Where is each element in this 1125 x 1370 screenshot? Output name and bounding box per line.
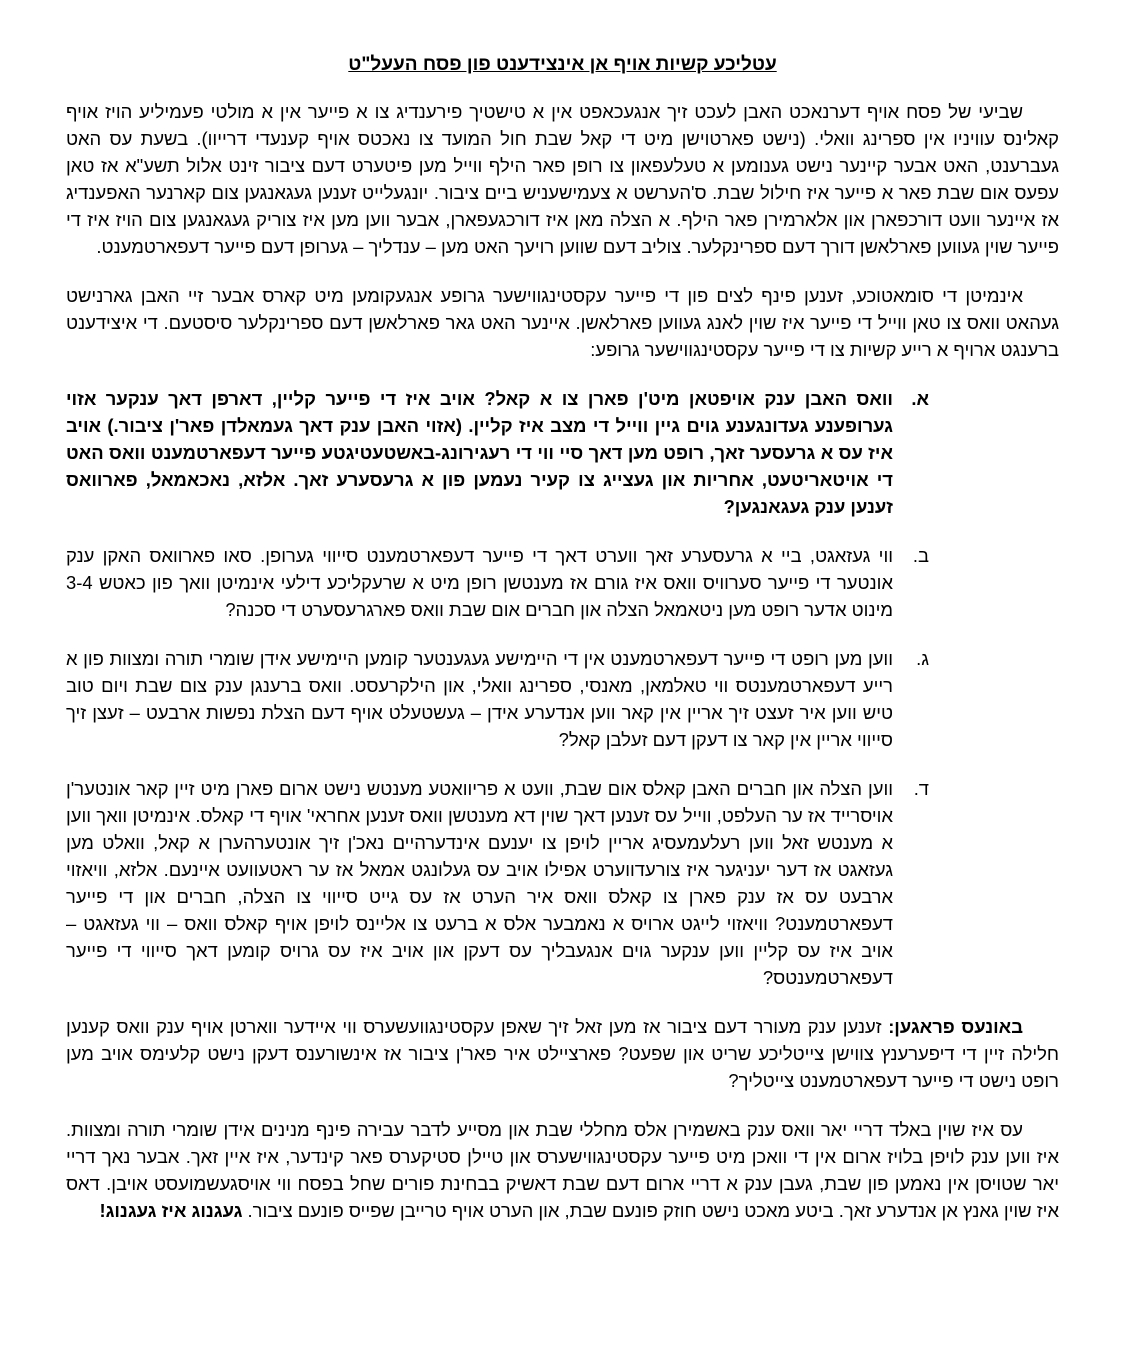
question-text: ווי געזאגט, ביי א גרעסערע זאך ווערט דאך די פייער דעפארטמענט סייווי גערופן. סאו פארוואס האקן ענק אונטער די פייער סערוויס וואס איז גורם אז מענטשן רופן מיט א שרעקליכע דילעי אינמיטן וואך פון כאטש 3-4 מינוט אדער רופט מען ניטאמאל הצלה און חברים אום שבת וואס פארגרעסערט די סכנה? xyxy=(66,545,893,620)
bonus-text: זענען ענק מעורר דעם ציבור אז מען זאל זיך שאפן עקסטינגוועשערס ווי איידער ווארטן אויף ענק וואס קענען חלילה זיין די דיפערענץ צווישן צייטליכע שריט און שפעט? פארציילט איר פאר'ן ציבור אז אינשורענס דעקן נישט קלעימס אויב מען רופט נישט די פייער דעפארטמענט צייטליך? xyxy=(66,1016,1059,1091)
question-item xyxy=(66,775,1059,991)
intro-paragraph-1: שביעי של פסח אויף דערנאכט האבן לעכט זיך אנגעכאפט אין א טישטיך פירענדיג צו א פייער אין א מולטי פעמיליע הויז אויף קאלינס עוויניו אין ספרינג וואלי. (נישט פארטוישן מיט די קאל שבת חול המועד צו נאכטס אויף קענעדי דרייוו). בשעת עס האט געברענט, האט אבער קיינער נישט גענומען א טעלעפאון צו רופן פאר הילף ווייל מען פיטערט דעם ציבור זינט אלול תשע"א אז טאן עפעס אום שבת פאר א פייער איז חילול שבת. ס'הערשט א צעמישעניש ביים ציבור. יונגעלייט זענען געגאנגען צום קארנער האפענדיג אז איינער וועט דורכפארן און אלארמירן פאר הילף. א הצלה מאן איז דורכגעפארן, אבער ווען מען איז צוריק געגאנגען צום הויז איז די פייער שוין געווען פארלאשן דורך דעם ספרינקלער. צוליב דעם שווען רויעך האט מען – ענדליך – גערופן דעם פייער דעפארטמענט. xyxy=(66,101,1059,257)
question-item xyxy=(66,385,1059,520)
question-text: וואס האבן ענק אויפטאן מיט'ן פארן צו א קאל? אויב איז די פייער קליין, דארפן דאך ענקער אזוי גערופענע געדונגענע גוים גיין ווייל די מצב איז קליין. (אזוי האבן ענק דאך געמאלדן פאר'ן ציבור.) אויב איז עס א גרעסער זאך, רופט מען דאך סיי ווי די רעגירונג-באשטעטיגטע פייער דעפארטמענט וואס האט די אויטאריטעט, אחריות און געצייג צו קעיר נעמען פון א גרעסערע זאך. אלזא, נאכאמאל, פארוואס זענען ענק געגאנגען? xyxy=(66,388,893,517)
document-title: עטליכע קשיות אויף אן אינצידענט פון פסח העעל"ט xyxy=(348,54,777,75)
bonus-label: באונעס פראגען: xyxy=(888,1016,1023,1037)
question-item xyxy=(66,645,1059,753)
question-marker: ד. xyxy=(913,778,929,799)
question-text: ווען הצלה און חברים האבן קאלס אום שבת, וועט א פריוואטע מענטש נישט ארום פארן מיט זיין קאר אונטער'ן אויסרייד אז ער העלפט, ווייל עס זענען דאך שוין דא מענטשן וואס זענען אחראי' אויף די קאלס. אינמיטן וואך ווען א מענטש זאל ווען רעלעמעסיג אריין לויפן צו יענעם אינדערהיים נאכ'ן זיך אונטערהערן א קאל, וואלט מען געזאגט אז דער יעניגער איז צורעדווערט אפילו אויב עס געלונגט אמאל אז ער ראטעוועט איינעם. אלזא, וויאזוי ארבעט עס אז ענק פארן צו קאלס וואס איר הערט אז עס גייט סייווי צו הצלה, חברים און די פייער דעפארטמענט? וויאזוי לייגט ארויס א נאמבער אלס א ברעט צו אליינס לויפן אויף קאלס וואס – ווי געזאגט – אויב איז עס קליין ווען ענקער גוים אנגעבליך עס דעקן און אויב איז עס גרויס קומען דאך סייווי די פייער דעפארטמענטס? xyxy=(66,778,893,988)
closing-bold-ending: געגנוג איז געגנוג! xyxy=(99,1200,243,1221)
question-marker: ב. xyxy=(912,545,929,566)
intro-paragraph-2: אינמיטן די סומאטוכע, זענען פינף לצים פון די פייער עקסטינגווישער גרופע אנגעקומען מיט קארס אבער זיי האבן גארנישט געהאט וואס צו טאן ווייל די פייער איז שוין לאנג געווען פארלאשן. איינער האט גאר פארלאשן דעם ספרינקלער סיסטעם. די איצידענט ברענגט ארויף א רייע קשיות צו די פייער עקסטינגווישער גרופע: xyxy=(66,285,1059,360)
closing-text: עס איז שוין באלד דריי יאר וואס ענק באשמירן אלס מחללי שבת און מסייע לדבר עבירה פינף מנינים אידן שומרי תורה ומצוות. איז ווען ענק לויפן בלויז ארום אין די וואכן מיט פייער עקסטינגווישערס און טיילן סטיקערס פאר קינדער, איז איין זאך. אבער נאך דריי יאר שטויסן אין נאמען פון שבת, געבן ענק א דריי ארום דעם שבת דאשיק בבחינת פורים שחל בפסח ווי אויסגעשמועסט אויבן. דאס איז שוין גאנץ אן אנדערע זאך. ביטע מאכט נישט חוזק פונעם שבת, און הערט אויף טרייבן שפייס פונעם ציבור. xyxy=(66,1119,1059,1221)
questions-list xyxy=(66,385,1059,991)
bonus-question-paragraph xyxy=(66,1013,1059,1094)
question-text: ווען מען רופט די פייער דעפארטמענט אין די היימישע געגענטער קומען היימישע אידן שומרי תורה ומצוות פון א רייע דעפארטמענטס ווי טאלמאן, מאנסי, ספרינג וואלי, און הילקרעסט. וואס ברענגן ענק צום שבת ויום טוב טיש ווען איר זעצט זיך אריין אין קאר ווען אנדערע אידן – געשטעלט אויף דעם הצלת נפשות ארבעט – זעצן זיך סייווי אריין אין קאר צו דעקן דעם זעלבן קאל? xyxy=(66,648,893,750)
closing-paragraph xyxy=(66,1116,1059,1224)
question-marker: ג. xyxy=(916,648,929,669)
question-item xyxy=(66,542,1059,623)
question-marker: א. xyxy=(911,388,929,409)
